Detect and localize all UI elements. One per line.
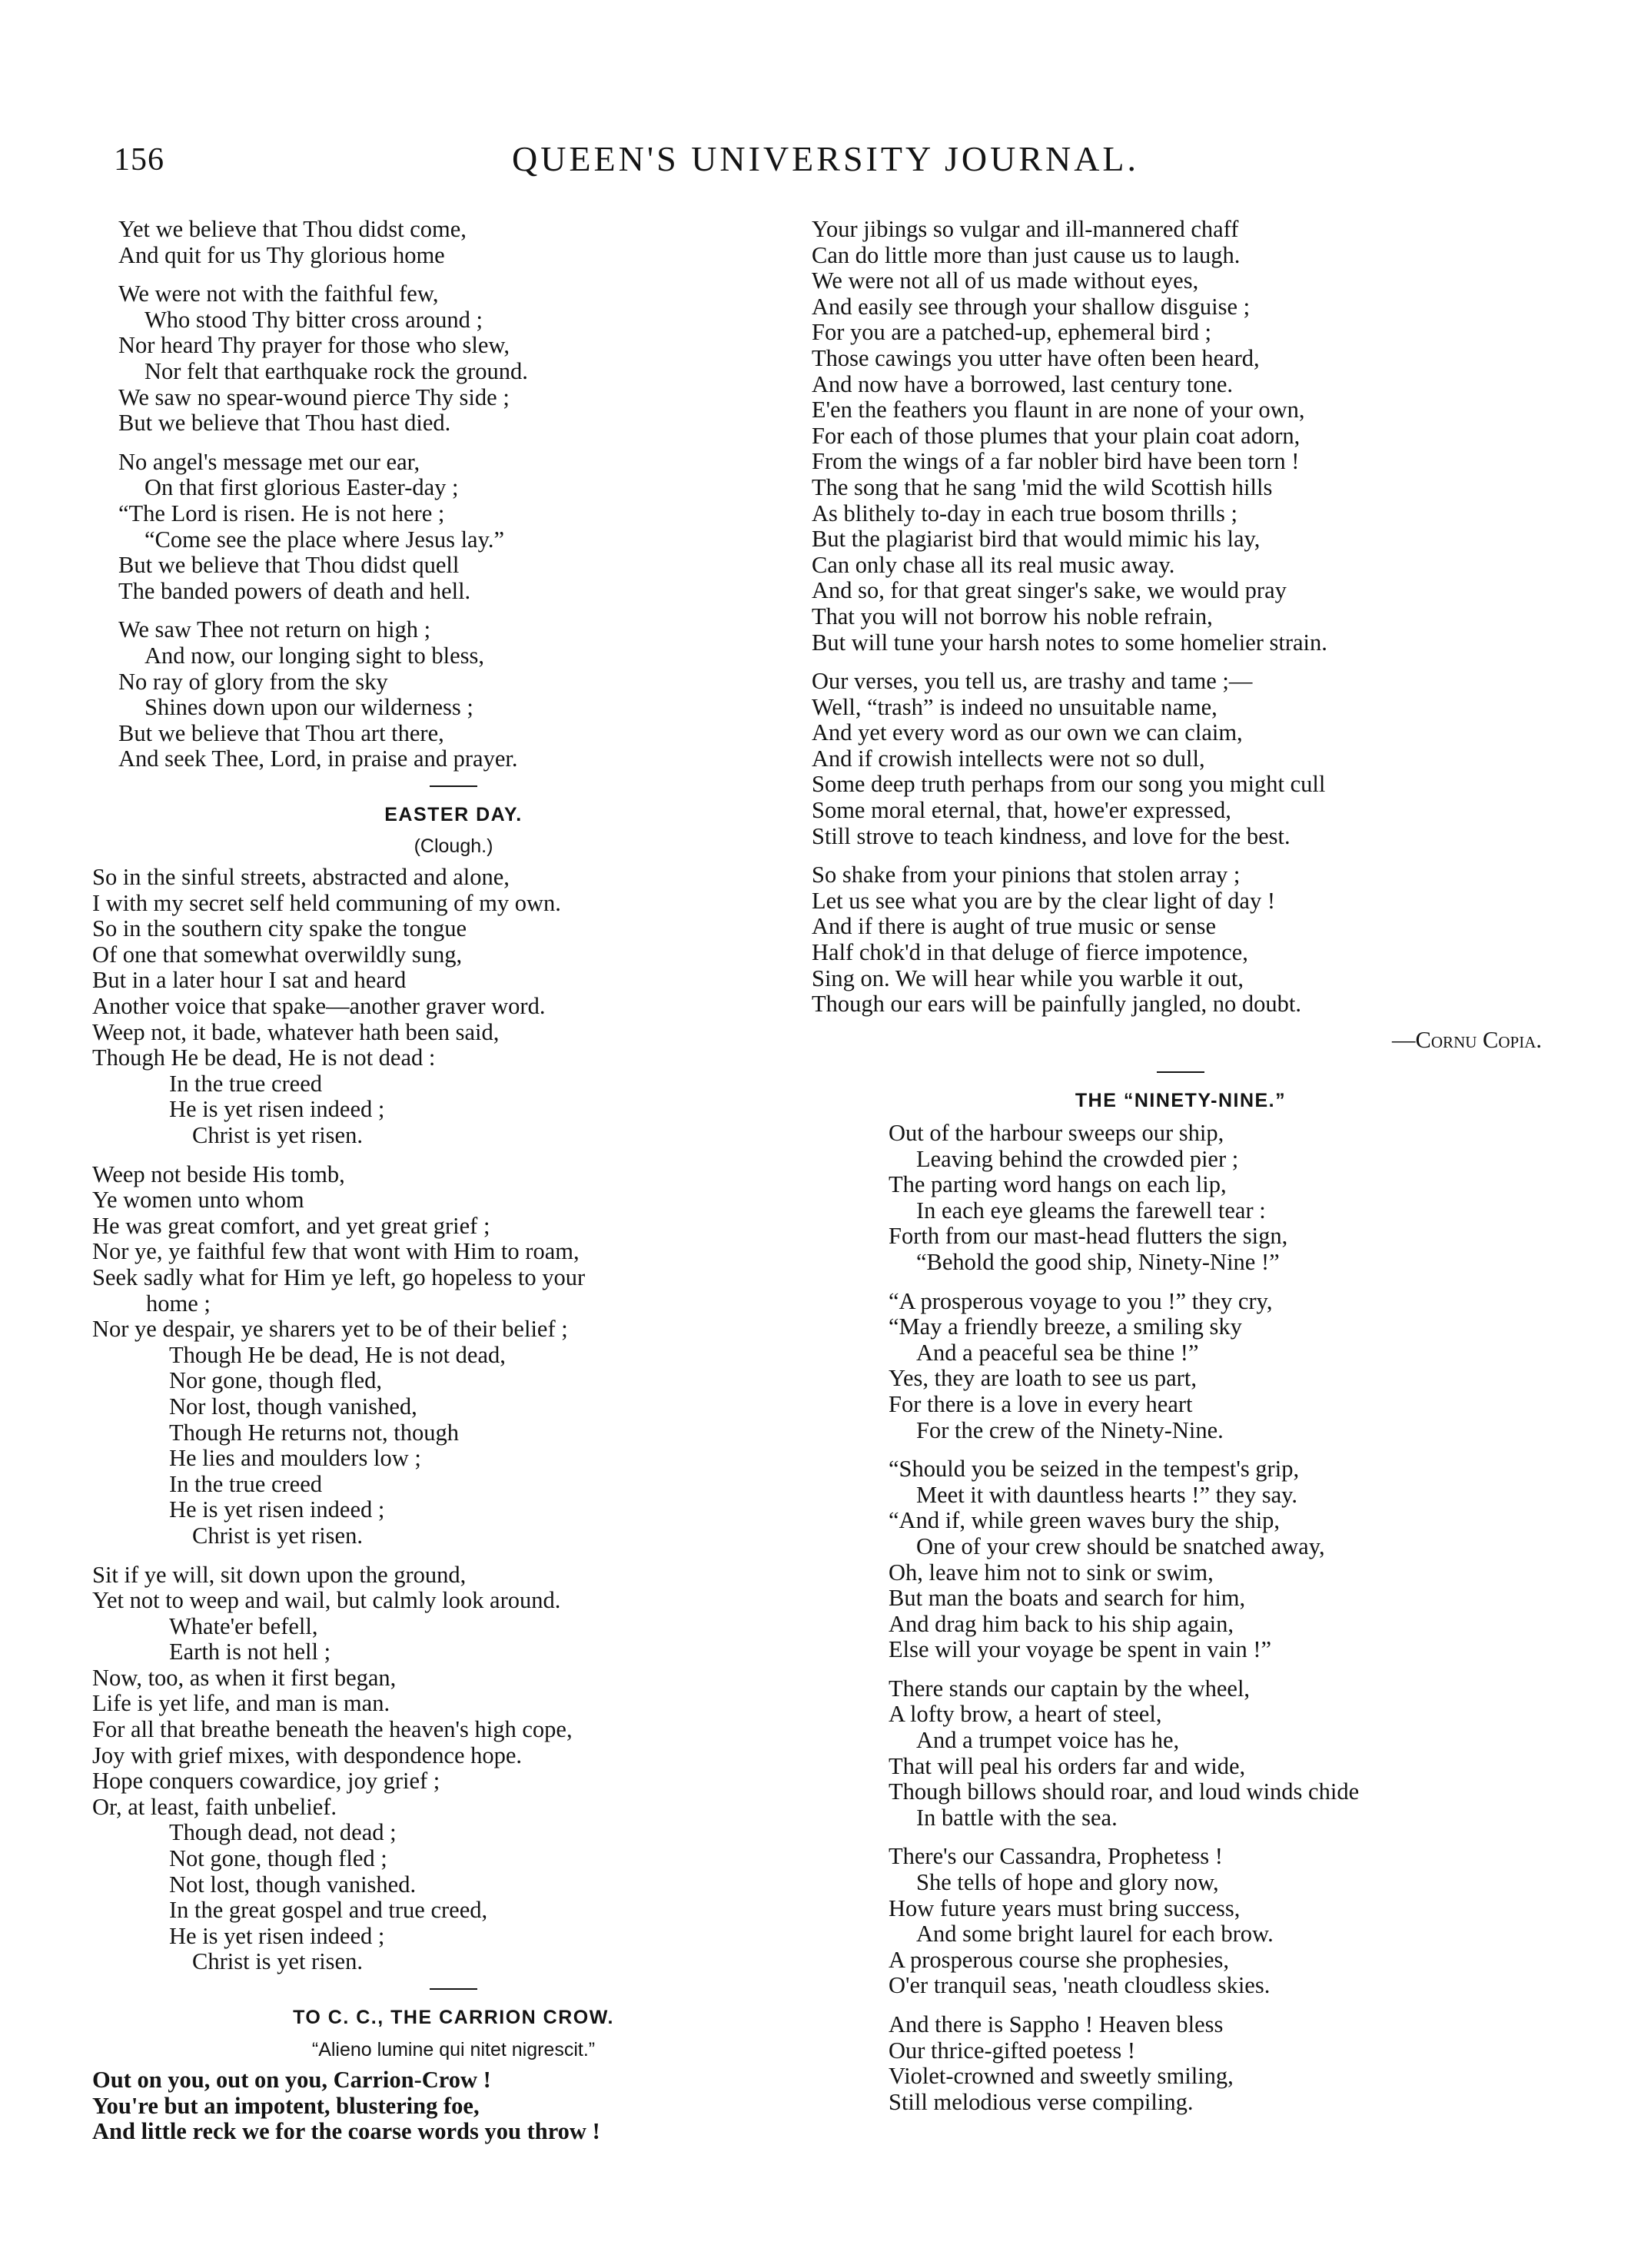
verse-line: On that first glorious Easter-day ;: [145, 474, 459, 501]
verse-line: You're but an impotent, blustering foe,: [92, 2092, 480, 2119]
verse-line: Christ is yet risen.: [192, 1522, 363, 1549]
poem-attribution: (Clough.): [414, 835, 493, 858]
poem-easter-day: [92, 865, 815, 1975]
verse-line: Though billows should roar, and loud winds chide: [889, 1778, 1360, 1805]
verse-line: And there is Sappho ! Heaven bless: [889, 2011, 1224, 2037]
stanza: [92, 217, 815, 268]
verse-line: No ray of glory from the sky: [118, 668, 388, 695]
verse-line: And if crowish intellects were not so dull,: [812, 745, 1205, 772]
verse-line: We saw Thee not return on high ;: [118, 616, 431, 643]
verse-line: And now have a borrowed, last century tone.: [812, 370, 1233, 397]
verse-line: Nor ye despair, ye sharers yet to be of their belief ;: [92, 1316, 568, 1343]
verse-line: He lies and moulders low ;: [169, 1445, 421, 1472]
verse-line: Yes, they are loath to see us part,: [889, 1365, 1197, 1392]
verse-line: In the true creed: [169, 1070, 322, 1097]
verse-line: Now, too, as when it first began,: [92, 1664, 397, 1691]
verse-line: And a peaceful sea be thine !”: [916, 1339, 1199, 1366]
verse-line: “And if, while green waves bury the ship,: [889, 1507, 1281, 1534]
running-head: QUEEN'S UNIVERSITY JOURNAL.: [511, 139, 1140, 178]
verse-line: And a trumpet voice has he,: [916, 1727, 1180, 1754]
poem-ninety-nine: [812, 1121, 1550, 2115]
verse-line: Of one that somewhat overwildly sung,: [92, 941, 463, 968]
verse-line: And yet every word as our own we can claim,: [812, 719, 1243, 746]
verse-line: We were not with the faithful few,: [118, 281, 439, 307]
verse-line: For all that breathe beneath the heaven's high cope,: [92, 1716, 573, 1743]
verse-line: Shines down upon our wilderness ;: [145, 694, 473, 721]
stanza: [812, 1456, 1550, 1663]
stanza: [812, 1676, 1550, 1831]
verse-line: Out on you, out on you, Carrion-Crow !: [92, 2067, 491, 2094]
verse-line: The banded powers of death and hell.: [118, 577, 471, 604]
verse-line: “Should you be seized in the tempest's grip,: [889, 1456, 1300, 1483]
verse-line: In battle with the sea.: [916, 1804, 1118, 1831]
verse-line: And now, our longing sight to bless,: [145, 642, 484, 669]
right-column: [812, 217, 1550, 2128]
verse-line: And drag him back to his ship again,: [889, 1610, 1234, 1637]
verse-line: Hope conquers cowardice, joy grief ;: [92, 1768, 440, 1795]
left-column: [92, 217, 815, 2158]
verse-line: Half chok'd in that deluge of fierce impotence,: [812, 939, 1248, 966]
verse-line: Nor lost, though vanished,: [169, 1393, 417, 1420]
verse-line: And easily see through your shallow disguise ;: [812, 293, 1251, 320]
verse-line: Oh, leave him not to sink or swim,: [889, 1559, 1214, 1586]
verse-line: Sing on. We will hear while you warble it out,: [812, 965, 1244, 991]
stanza: [812, 217, 1550, 656]
verse-line: Seek sadly what for Him ye left, go hopeless to your: [92, 1264, 586, 1290]
verse-line: A lofty brow, a heart of steel,: [889, 1701, 1162, 1728]
stanza: [92, 865, 815, 1149]
verse-line: From the wings of a far nobler bird have been torn !: [812, 448, 1300, 475]
verse-line: Nor felt that earthquake rock the ground.: [145, 357, 528, 384]
verse-line: We were not all of us made without eyes,: [812, 267, 1199, 294]
verse-line: A prosperous course she prophesies,: [889, 1946, 1230, 1973]
verse-line: In the true creed: [169, 1470, 322, 1497]
verse-line: How future years must bring success,: [889, 1894, 1241, 1921]
poem-easter-hymn: [92, 217, 815, 772]
verse-line: Though our ears will be painfully jangled, no doubt.: [812, 991, 1301, 1018]
poem-carrion-crow: [92, 2067, 815, 2145]
verse-line: She tells of hope and glory now,: [916, 1869, 1219, 1896]
verse-line: Well, “trash” is indeed no unsuitable name,: [812, 693, 1217, 720]
verse-line: He is yet risen indeed ;: [169, 1496, 385, 1523]
verse-line: Forth from our mast-head flutters the sign,: [889, 1223, 1288, 1250]
verse-line: That will peal his orders far and wide,: [889, 1752, 1246, 1779]
verse-line: For the crew of the Ninety-Nine.: [916, 1416, 1224, 1443]
verse-line: Out of the harbour sweeps our ship,: [889, 1120, 1224, 1146]
verse-line: Not lost, though vanished.: [169, 1871, 417, 1898]
verse-line: Joy with grief mixes, with despondence hope.: [92, 1742, 523, 1768]
verse-line: That you will not borrow his noble refrain,: [812, 603, 1213, 629]
stanza: [812, 1844, 1550, 1999]
verse-line: Nor gone, though fled,: [169, 1367, 382, 1394]
verse-line: I with my secret self held communing of my own.: [92, 889, 561, 916]
poem-epigraph: “Alieno lumine qui nitet nigrescit.”: [311, 2038, 596, 2060]
verse-line: Another voice that spake—another graver word.: [92, 993, 546, 1020]
verse-line: Who stood Thy bitter cross around ;: [145, 306, 483, 333]
poem-title-carrion-crow: TO C. C., THE CARRION CROW.: [293, 2007, 614, 2028]
verse-line: Though He be dead, He is not dead,: [169, 1341, 506, 1368]
verse-line: For you are a patched-up, ephemeral bird ;: [812, 319, 1211, 346]
verse-line: Still strove to teach kindness, and love for the best.: [812, 822, 1291, 849]
verse-line: Let us see what you are by the clear light of day !: [812, 887, 1276, 914]
verse-line: And so, for that great singer's sake, we would pray: [812, 577, 1287, 604]
verse-line: We saw no spear-wound pierce Thy side ;: [118, 384, 510, 410]
verse-line: Christ is yet risen.: [192, 1122, 363, 1148]
verse-line: Though He returns not, though: [169, 1419, 459, 1446]
verse-line: No angel's message met our ear,: [118, 448, 420, 475]
verse-line: Weep not beside His tomb,: [92, 1161, 345, 1187]
verse-line: But we believe that Thou art there,: [118, 719, 444, 746]
stanza: [812, 1289, 1550, 1444]
verse-line: Our thrice-gifted poetess !: [889, 2037, 1135, 2064]
verse-line: Earth is not hell ;: [169, 1639, 331, 1665]
section-rule: [430, 785, 477, 787]
poem-signature: —Cornu Copia.: [1392, 1026, 1542, 1053]
stanza: [812, 2012, 1550, 2115]
verse-line: Or, at least, faith unbelief.: [92, 1793, 337, 1820]
verse-line: Ye women unto whom: [92, 1187, 304, 1214]
stanza: [92, 450, 815, 605]
verse-line: There's our Cassandra, Prophetess !: [889, 1843, 1223, 1870]
verse-line: So in the southern city spake the tongue: [92, 915, 467, 942]
stanza: [92, 617, 815, 772]
poem-carrion-crow-continued: [812, 217, 1550, 1018]
verse-line: Weep not, it bade, whatever hath been said,: [92, 1018, 500, 1045]
verse-line: E'en the feathers you flaunt in are none of your own,: [812, 397, 1305, 423]
poem-title-easter-day: EASTER DAY.: [384, 803, 523, 825]
verse-line: For there is a love in every heart: [889, 1390, 1193, 1417]
verse-line: But the plagiarist bird that would mimic his lay,: [812, 526, 1261, 553]
verse-line: Can do little more than just cause us to laugh.: [812, 241, 1241, 268]
verse-line: “May a friendly breeze, a smiling sky: [889, 1313, 1242, 1340]
verse-line: “Come see the place where Jesus lay.”: [145, 526, 505, 553]
verse-line: O'er tranquil seas, 'neath cloudless skies.: [889, 1972, 1271, 1999]
verse-line: Violet-crowned and sweetly smiling,: [889, 2063, 1234, 2090]
verse-line: And some bright laurel for each brow.: [916, 1921, 1274, 1948]
section-rule: [430, 1988, 477, 1990]
verse-line: “Behold the good ship, Ninety-Nine !”: [916, 1248, 1280, 1275]
verse-line: Can only chase all its real music away.: [812, 551, 1175, 578]
verse-line: Meet it with dauntless hearts !” they say.: [916, 1481, 1298, 1508]
verse-line: Though dead, not dead ;: [169, 1819, 397, 1846]
verse-line: Leaving behind the crowded pier ;: [916, 1145, 1239, 1172]
verse-line: For each of those plumes that your plain coat adorn,: [812, 422, 1301, 449]
section-rule: [1157, 1071, 1204, 1073]
verse-line: But man the boats and search for him,: [889, 1585, 1246, 1612]
verse-line: And seek Thee, Lord, in praise and prayer.: [118, 745, 518, 772]
verse-line: Yet not to weep and wail, but calmly look around.: [92, 1587, 561, 1614]
verse-line: Not gone, though fled ;: [169, 1845, 387, 1872]
verse-line: Our verses, you tell us, are trashy and tame ;—: [812, 668, 1253, 695]
stanza: [812, 669, 1550, 849]
verse-line: Sit if ye will, sit down upon the ground,: [92, 1561, 467, 1588]
verse-line: The parting word hangs on each lip,: [889, 1171, 1227, 1198]
verse-line: Life is yet life, and man is man.: [92, 1690, 390, 1717]
verse-line: “A prosperous voyage to you !” they cry,: [889, 1287, 1273, 1314]
stanza: [92, 1162, 815, 1549]
verse-line: “The Lord is risen. He is not here ;: [118, 500, 445, 526]
verse-line: Some deep truth perhaps from our song you might cull: [812, 771, 1326, 798]
verse-line: He is yet risen indeed ;: [169, 1922, 385, 1949]
verse-line: But will tune your harsh notes to some homelier strain.: [812, 629, 1327, 656]
verse-line: The song that he sang 'mid the wild Scottish hills: [812, 473, 1273, 500]
verse-line: Christ is yet risen.: [192, 1948, 363, 1975]
verse-line: Still melodious verse compiling.: [889, 2088, 1194, 2115]
poem-title-ninety-nine: THE “NINETY-NINE.”: [1075, 1090, 1287, 1112]
verse-line: One of your crew should be snatched away,: [916, 1532, 1325, 1559]
verse-line: Nor heard Thy prayer for those who slew,: [118, 332, 510, 359]
verse-line: In the great gospel and true creed,: [169, 1897, 488, 1924]
verse-line: home ;: [146, 1290, 211, 1317]
verse-line: There stands our captain by the wheel,: [889, 1675, 1251, 1702]
verse-line: But we believe that Thou hast died.: [118, 410, 451, 437]
page-number: 156: [114, 142, 164, 178]
verse-line: So shake from your pinions that stolen array ;: [812, 862, 1241, 888]
verse-line: Those cawings you utter have often been heard,: [812, 344, 1260, 371]
verse-line: But in a later hour I sat and heard: [92, 967, 407, 994]
stanza: [812, 1121, 1550, 1276]
stanza: [92, 281, 815, 437]
verse-line: And quit for us Thy glorious home: [118, 241, 445, 268]
verse-line: Though He be dead, He is not dead :: [92, 1044, 436, 1071]
verse-line: He was great comfort, and yet great grief ;: [92, 1212, 490, 1239]
stanza: [92, 1562, 815, 1976]
stanza: [92, 2067, 815, 2145]
verse-line: And if there is aught of true music or sense: [812, 913, 1216, 940]
verse-line: Your jibings so vulgar and ill-mannered chaff: [812, 216, 1239, 242]
verse-line: As blithely to-day in each true bosom thrills ;: [812, 500, 1237, 526]
verse-line: So in the sinful streets, abstracted and alone,: [92, 864, 510, 891]
stanza: [812, 862, 1550, 1018]
verse-line: Whate'er befell,: [169, 1612, 318, 1639]
verse-line: He is yet risen indeed ;: [169, 1096, 385, 1123]
verse-line: And little reck we for the coarse words you throw !: [92, 2118, 600, 2145]
verse-line: Else will your voyage be spent in vain !”: [889, 1636, 1272, 1663]
verse-line: But we believe that Thou didst quell: [118, 552, 460, 579]
verse-line: Some moral eternal, that, howe'er expressed,: [812, 797, 1231, 824]
verse-line: In each eye gleams the farewell tear :: [916, 1197, 1266, 1224]
verse-line: Yet we believe that Thou didst come,: [118, 216, 467, 242]
verse-line: Nor ye, ye faithful few that wont with Him to roam,: [92, 1238, 580, 1265]
